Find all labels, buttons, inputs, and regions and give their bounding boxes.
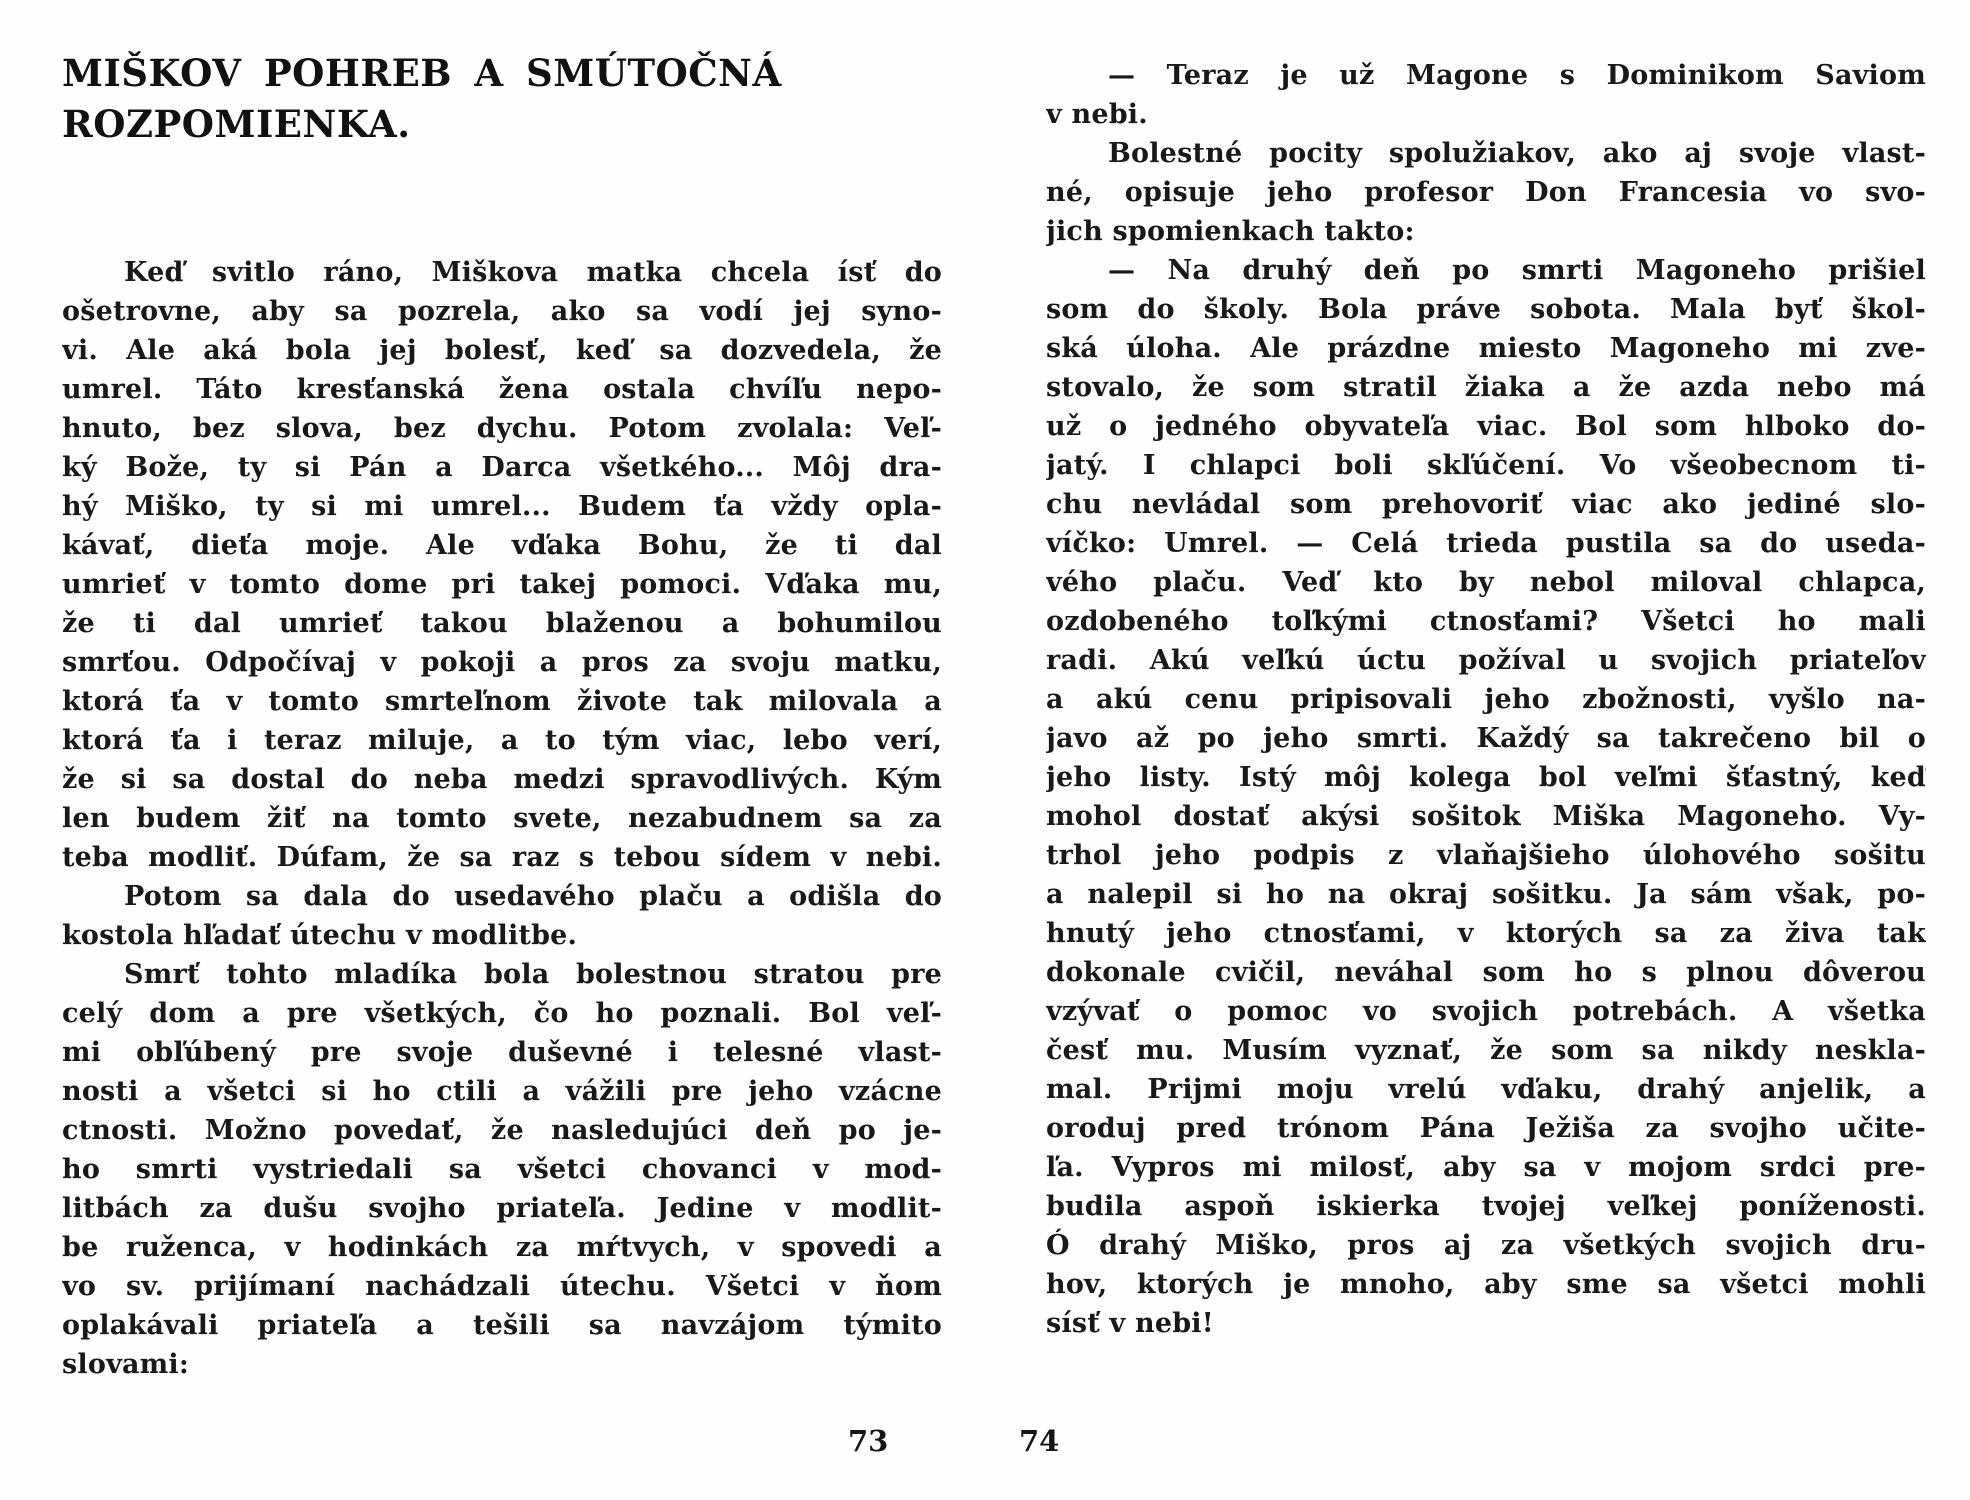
text-line: nosti a všetci si ho ctili a vážili pre jeho vzácne xyxy=(62,1076,942,1107)
text-line: oplakávali priateľa a tešili sa navzájom týmito xyxy=(62,1310,942,1341)
text-line: vi. Ale aká bola jej bolesť, keď sa dozvedela, že xyxy=(62,335,942,366)
paragraph xyxy=(1046,134,1926,251)
text-line: že ti dal umrieť takou blaženou a bohumilou xyxy=(62,608,942,639)
text-line: už o jedného obyvateľa viac. Bol som hlboko do- xyxy=(1046,411,1926,442)
text-line: jich spomienkach takto: xyxy=(1046,216,1415,247)
text-line: som do školy. Bola práve sobota. Mala byť škol- xyxy=(1046,294,1926,325)
text-line: jeho listy. Istý môj kolega bol veľmi šťastný, keď xyxy=(1046,762,1926,793)
text-line: stovalo, že som stratil žiaka a že azda nebo má xyxy=(1046,372,1926,403)
text-line: v nebi. xyxy=(1046,99,1148,130)
page-number-left: 73 xyxy=(848,1424,889,1458)
text-line: len budem žiť na tomto svete, nezabudnem sa za xyxy=(62,803,942,834)
left-page-text xyxy=(62,253,942,1384)
text-line: vého plaču. Veď kto by nebol miloval chlapca, xyxy=(1046,567,1926,598)
text-line: mal. Prijmi moju vrelú vďaku, drahý anjelik, a xyxy=(1046,1074,1926,1105)
text-line: smrťou. Odpočívaj v pokoji a pros za svoju matku, xyxy=(62,647,942,678)
text-line: a nalepil si ho na okraj sošitku. Ja sám však, po- xyxy=(1046,879,1926,910)
paragraph xyxy=(62,955,942,1384)
text-line: že si sa dostal do neba medzi spravodlivých. Kým xyxy=(62,764,942,795)
text-line: mohol dostať akýsi sošitok Miška Magoneho. Vy- xyxy=(1046,801,1926,832)
text-line: oroduj pred trónom Pána Ježiša za svojho učite- xyxy=(1046,1113,1926,1144)
text-line: mi obľúbený pre svoje duševné i telesné vlast- xyxy=(62,1037,942,1068)
text-line: a akú cenu pripisovali jeho zbožnosti, vyšlo na- xyxy=(1046,684,1926,715)
text-line: ctnosti. Možno povedať, že nasledujúci deň po je- xyxy=(62,1115,942,1146)
paragraph xyxy=(62,877,942,955)
text-line: ktorá ťa i teraz miluje, a to tým viac, lebo verí, xyxy=(62,725,942,756)
text-line: kávať, dieťa moje. Ale vďaka Bohu, že ti dal xyxy=(62,530,942,561)
text-line: hnuto, bez slova, bez dychu. Potom zvolala: Veľ- xyxy=(62,413,942,444)
right-page xyxy=(985,0,1970,1500)
text-line: trhol jeho podpis z vlaňajšieho úlohového sošitu xyxy=(1046,840,1926,871)
text-line: ošetrovne, aby sa pozrela, ako sa vodí jej syno- xyxy=(62,296,942,327)
chapter-title-line-1: MIŠKOV POHREB A SMÚTOČNÁ xyxy=(62,51,782,95)
text-line: česť mu. Musím vyznať, že som sa nikdy neskla- xyxy=(1046,1035,1926,1066)
text-line: sísť v nebi! xyxy=(1046,1308,1214,1339)
text-line: ľa. Vypros mi milosť, aby sa v mojom srdci pre- xyxy=(1046,1152,1926,1183)
text-line: kostola hľadať útechu v modlitbe. xyxy=(62,920,578,951)
paragraph xyxy=(1046,56,1926,134)
text-line: umrieť v tomto dome pri takej pomoci. Vďaka mu, xyxy=(62,569,942,600)
text-line: — Teraz je už Magone s Dominikom Saviom xyxy=(1108,60,1926,91)
text-line: ký Bože, ty si Pán a Darca všetkého... Môj dra- xyxy=(62,452,942,483)
text-line: ktorá ťa v tomto smrteľnom živote tak milovala a xyxy=(62,686,942,717)
text-line: umrel. Táto kresťanská žena ostala chvíľu nepo- xyxy=(62,374,942,405)
text-line: litbách za dušu svojho priateľa. Jedine v modlit- xyxy=(62,1193,942,1224)
chapter-title xyxy=(62,48,942,150)
text-line: jatý. I chlapci boli skľúčení. Vo všeobecnom ti- xyxy=(1046,450,1926,481)
text-line: ho smrti vystriedali sa všetci chovanci v mod- xyxy=(62,1154,942,1185)
text-line: vo sv. prijímaní nachádzali útechu. Všetci v ňom xyxy=(62,1271,942,1302)
text-line: celý dom a pre všetkých, čo ho poznali. Bol veľ- xyxy=(62,998,942,1029)
text-line: hý Miško, ty si mi umrel... Budem ťa vždy opla- xyxy=(62,491,942,522)
text-line: Potom sa dala do usedavého plaču a odišla do xyxy=(124,881,942,912)
text-line: ská úloha. Ale prázdne miesto Magoneho mi zve- xyxy=(1046,333,1926,364)
text-line: — Na druhý deň po smrti Magoneho prišiel xyxy=(1108,255,1926,286)
text-line: budila aspoň iskierka tvojej veľkej poníženosti. xyxy=(1046,1191,1926,1222)
text-line: radi. Akú veľkú úctu požíval u svojich priateľov xyxy=(1046,645,1926,676)
page-number-right: 74 xyxy=(1019,1424,1060,1458)
right-page-text xyxy=(1046,56,1926,1343)
text-line: chu nevládal som prehovoriť viac ako jediné slo- xyxy=(1046,489,1926,520)
text-line: né, opisuje jeho profesor Don Francesia vo svo- xyxy=(1046,177,1926,208)
text-line: be ruženca, v hodinkách za mŕtvych, v spovedi a xyxy=(62,1232,942,1263)
paragraph xyxy=(1046,251,1926,1343)
text-line: hov, ktorých je mnoho, aby sme sa všetci mohli xyxy=(1046,1269,1926,1300)
text-line: javo až po jeho smrti. Každý sa takrečeno bil o xyxy=(1046,723,1926,754)
text-line: Keď svitlo ráno, Miškova matka chcela ísť do xyxy=(124,257,942,288)
paragraph xyxy=(62,253,942,877)
chapter-title-line-2: ROZPOMIENKA. xyxy=(62,102,411,146)
text-line: teba modliť. Dúfam, že sa raz s tebou sídem v nebi. xyxy=(62,842,942,873)
text-line: hnutý jeho ctnosťami, v ktorých sa za živa tak xyxy=(1046,918,1926,949)
text-line: ozdobeného toľkými ctnosťami? Všetci ho mali xyxy=(1046,606,1926,637)
text-line: Smrť tohto mladíka bola bolestnou stratou pre xyxy=(124,959,942,990)
text-line: Ó drahý Miško, pros aj za všetkých svojich dru- xyxy=(1046,1230,1926,1261)
text-line: vzývať o pomoc vo svojich potrebách. A všetka xyxy=(1046,996,1926,1027)
text-line: Bolestné pocity spolužiakov, ako aj svoje vlast- xyxy=(1108,138,1926,169)
text-line: slovami: xyxy=(62,1349,190,1380)
text-line: dokonale cvičil, neváhal som ho s plnou dôverou xyxy=(1046,957,1926,988)
text-line: víčko: Umrel. — Celá trieda pustila sa do useda- xyxy=(1046,528,1926,559)
